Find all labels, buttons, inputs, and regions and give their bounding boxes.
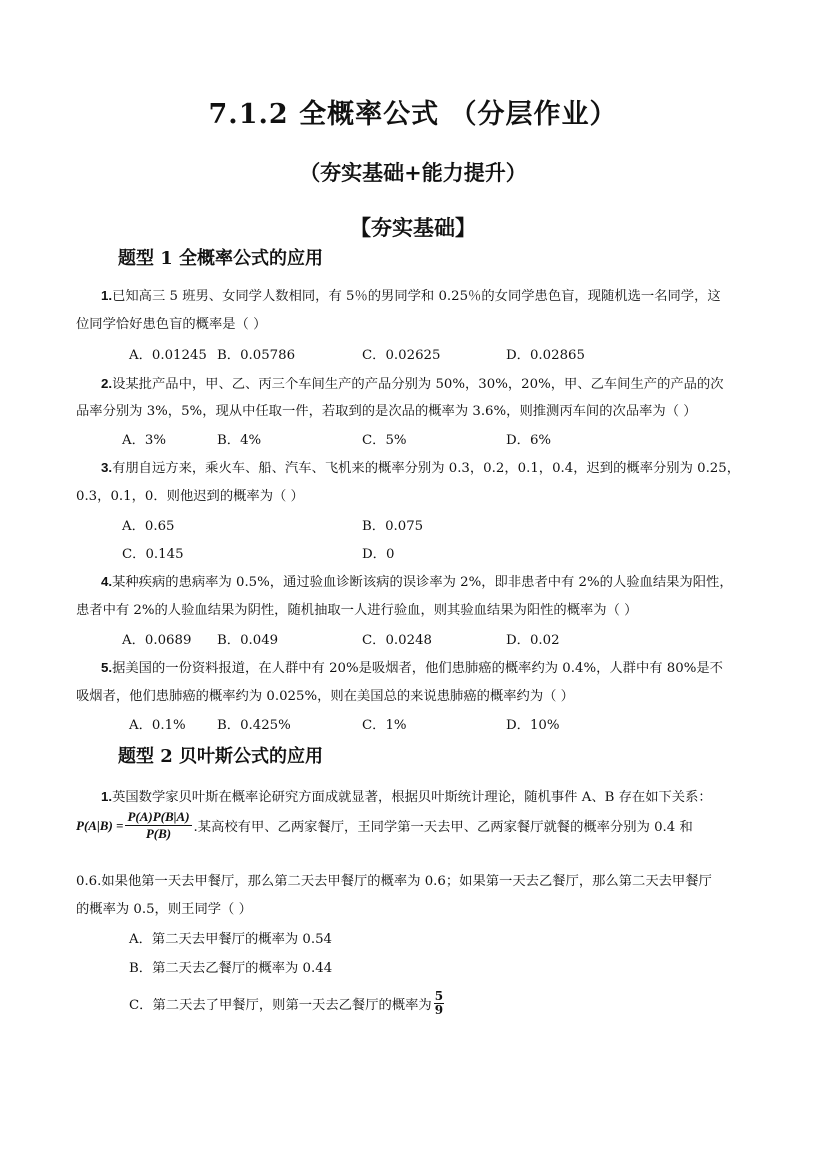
- q1-number: 1.: [101, 288, 113, 303]
- fraction-denominator: 9: [434, 1003, 444, 1017]
- q2-option-d: D．6%: [506, 433, 552, 448]
- q1-option-a: A．0.01245: [129, 348, 207, 363]
- q3-option-c: C．0.145: [122, 547, 184, 562]
- q1-line1: [101, 285, 721, 304]
- t2-q1-text: 英国数学家贝叶斯在概率论研究方面成就显著，根据贝叶斯统计理论，随机事件 A、B 存在如下关系：: [112, 790, 712, 805]
- formula-denominator: P(B): [145, 826, 172, 841]
- t2-q1-option-c: [129, 990, 444, 1017]
- q4-text: 某种疾病的患病率为 0.5%，通过验血诊断该病的误诊率为 2%，即非患者中有 2%的人验血结果为阳性，: [112, 575, 733, 590]
- q4-option-b: B．0.049: [217, 633, 279, 648]
- q5-text: 据美国的一份资料报道，在人群中有 20%是吸烟者，他们患肺癌的概率约为 0.4%，人群中有 80%是不: [112, 661, 723, 676]
- q3-option-d: D．0: [362, 547, 395, 562]
- q1-option-d: D．0.02865: [506, 348, 585, 363]
- q4-option-d: D．0.02: [506, 633, 560, 648]
- page-title: 7.1.2 全概率公式 （分层作业）: [208, 99, 618, 130]
- q4-line2: 患者中有 2%的人验血结果为阴性，随机抽取一人进行验血，则其验血结果为阳性的概率为（ ）: [76, 603, 638, 618]
- q5-option-b: B．0.425%: [217, 718, 291, 733]
- formula-lhs: P(A|B) =: [76, 817, 124, 833]
- t2-q1-line1: [101, 786, 712, 805]
- q2-line1: [101, 373, 724, 392]
- q2-option-c: C．5%: [362, 433, 407, 448]
- question-type-2-heading: 题型 2 贝叶斯公式的应用: [118, 746, 324, 767]
- t2-q1-option-c-text: C．第二天去了甲餐厅，则第一天去乙餐厅的概率为: [129, 998, 432, 1013]
- q1-text: 已知高三 5 班男、女同学人数相同，有 5％的男同学和 0.25％的女同学患色盲，现随机选一名同学，这: [112, 289, 721, 304]
- q3-number: 3.: [101, 460, 113, 475]
- q5-option-c: C．1%: [362, 718, 407, 733]
- q2-number: 2.: [101, 376, 113, 391]
- t2-q1-option-a: A．第二天去甲餐厅的概率为 0.54: [129, 932, 332, 947]
- q4-option-a: A．0.0689: [122, 633, 192, 648]
- t2-q1-line4: 的概率为 0.5，则王同学（ ）: [76, 902, 252, 917]
- formula-fraction: [125, 809, 191, 842]
- t2-q1-option-b: B．第二天去乙餐厅的概率为 0.44: [129, 961, 333, 976]
- question-type-1-heading: 题型 1 全概率公式的应用: [118, 248, 324, 269]
- fraction-numerator: 5: [434, 989, 444, 1003]
- q4-option-c: C．0.0248: [362, 633, 432, 648]
- bayes-formula: [76, 809, 693, 842]
- q3-line2: 0.3，0.1，0．则他迟到的概率为（ ）: [76, 489, 304, 504]
- formula-numerator: P(A)P(B|A): [127, 809, 190, 824]
- q3-line1: [101, 457, 740, 476]
- q3-option-b: B．0.075: [362, 519, 424, 534]
- t2-q1-number: 1.: [101, 789, 113, 804]
- q5-line1: [101, 657, 723, 676]
- t2-q1-line2-tail: .某高校有甲、乙两家餐厅，王同学第一天去甲、乙两家餐厅就餐的概率分别为 0.4 和: [193, 820, 693, 835]
- q5-line2: 吸烟者，他们患肺癌的概率约为 0.025%，则在美国总的来说患肺癌的概率约为（ ）: [76, 689, 574, 704]
- q4-number: 4.: [101, 574, 113, 589]
- q2-option-b: B．4%: [217, 433, 262, 448]
- t2-q1-line3: 0.6.如果他第一天去甲餐厅，那么第二天去甲餐厅的概率为 0.6；如果第一天去乙餐厅，那么第二天去甲餐厅: [76, 874, 712, 889]
- page-subtitle: （夯实基础+能力提升）: [299, 160, 527, 185]
- q5-option-d: D．10%: [506, 718, 560, 733]
- q1-option-c: C．0.02625: [362, 348, 441, 363]
- q4-line1: [101, 571, 733, 590]
- q3-text: 有朋自远方来，乘火车、船、汽车、飞机来的概率分别为 0.3，0.2，0.1，0.4，迟到的概率分别为 0.25，: [112, 461, 741, 476]
- q1-option-b: B．0.05786: [217, 348, 296, 363]
- section-heading: 【夯实基础】: [350, 215, 476, 240]
- q2-text: 设某批产品中，甲、乙、丙三个车间生产的产品分别为 50%，30%，20%，甲、乙车间生产的产品的次: [112, 377, 724, 392]
- q5-number: 5.: [101, 660, 113, 675]
- q2-line2: 品率分别为 3%，5%，现从中任取一件，若取到的是次品的概率为 3.6%，则推测丙车间的次品率为（ ）: [76, 404, 697, 419]
- q5-option-a: A．0.1%: [129, 718, 186, 733]
- option-c-fraction: [434, 990, 444, 1017]
- q3-option-a: A．0.65: [122, 519, 175, 534]
- q1-line2: 位同学恰好患色盲的概率是（ ）: [76, 317, 267, 332]
- q2-option-a: A．3%: [122, 433, 166, 448]
